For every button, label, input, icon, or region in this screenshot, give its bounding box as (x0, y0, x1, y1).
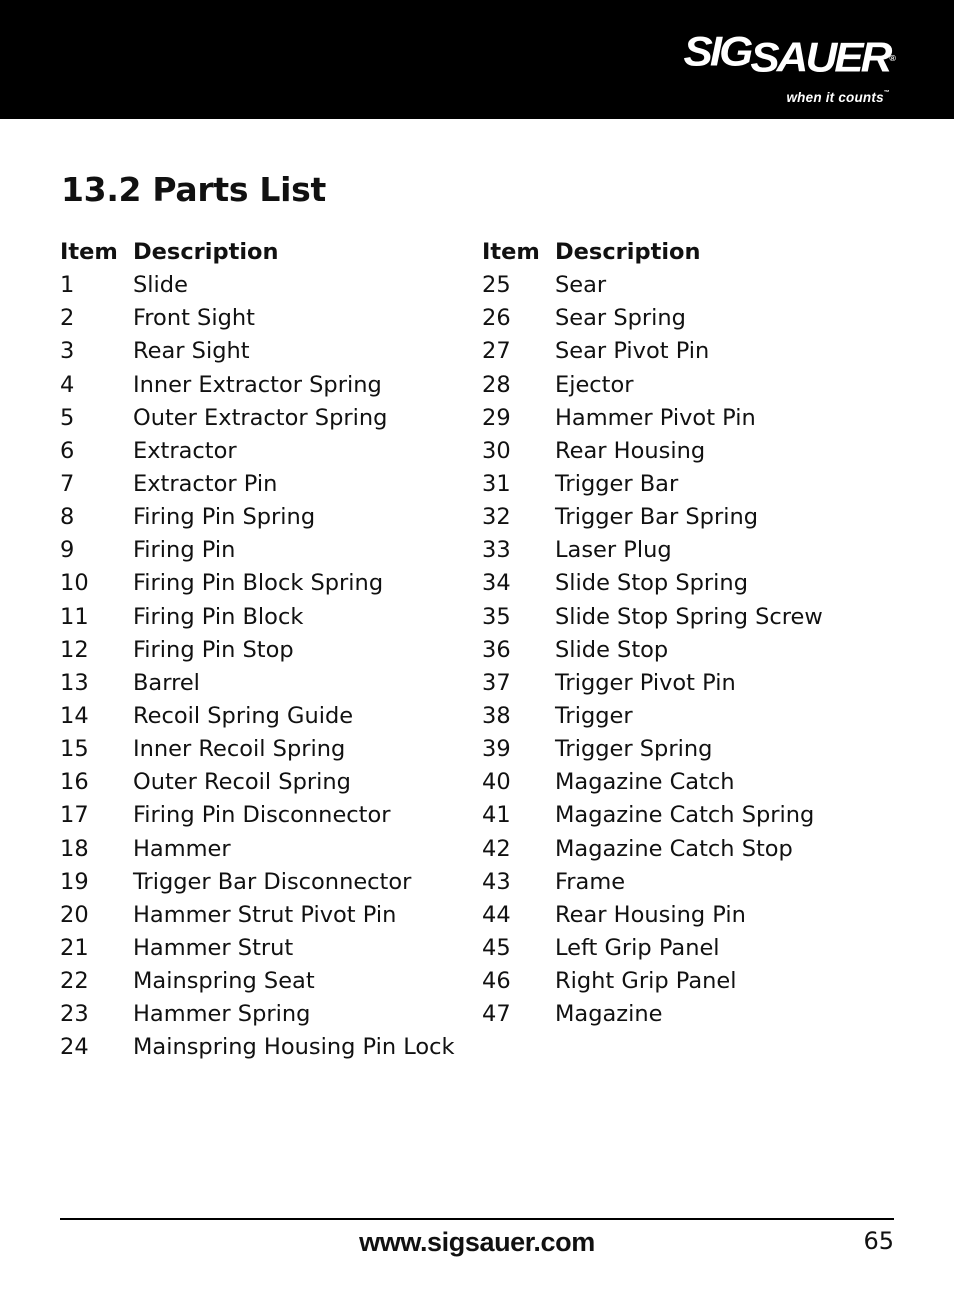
item-number: 15 (60, 736, 89, 763)
item-number: 12 (60, 636, 89, 663)
item-description: Outer Recoil Spring (133, 769, 351, 796)
table-row (60, 369, 455, 402)
item-description: Rear Housing Pin (555, 901, 746, 928)
table-row (482, 866, 823, 899)
page-number: 65 (863, 1227, 894, 1255)
table-row (60, 799, 455, 832)
table-row (60, 700, 455, 733)
table-row (482, 700, 823, 733)
item-number: 24 (60, 1034, 89, 1061)
table-row (482, 269, 823, 302)
sig-sauer-logo (683, 28, 896, 108)
item-description: Trigger Bar (555, 470, 679, 497)
item-number: 42 (482, 835, 511, 862)
item-description: Mainspring Housing Pin Lock (133, 1034, 455, 1061)
logo-wordmark: SIGSAUER® (683, 28, 896, 81)
footer-divider (60, 1218, 894, 1220)
description-header: Description (133, 239, 279, 265)
page-title: 13.2 Parts List (61, 170, 326, 209)
table-row (482, 833, 823, 866)
item-number: 44 (482, 901, 511, 928)
table-row (60, 1031, 455, 1064)
table-row (482, 335, 823, 368)
item-description: Firing Pin Stop (133, 636, 294, 663)
item-description: Firing Pin (133, 537, 236, 564)
item-description: Sear (555, 272, 607, 299)
item-description: Extractor (133, 437, 237, 464)
item-description: Rear Sight (133, 338, 250, 365)
item-description: Barrel (133, 669, 200, 696)
item-number: 29 (482, 404, 511, 431)
item-description: Slide Stop Spring (555, 570, 748, 597)
item-description: Recoil Spring Guide (133, 702, 354, 729)
item-number: 6 (60, 437, 75, 464)
table-row (60, 302, 455, 335)
item-number: 39 (482, 736, 511, 763)
item-description: Hammer Pivot Pin (555, 404, 756, 431)
table-row (482, 369, 823, 402)
item-description: Hammer Strut (133, 934, 294, 961)
item-number: 19 (60, 868, 89, 895)
item-number: 41 (482, 802, 511, 829)
item-description: Firing Pin Block Spring (133, 570, 384, 597)
table-row (60, 733, 455, 766)
item-description: Firing Pin Block (133, 603, 304, 630)
item-description: Trigger Bar Disconnector (133, 868, 412, 895)
item-number: 11 (60, 603, 89, 630)
item-number: 45 (482, 934, 511, 961)
item-header: Item (60, 239, 118, 265)
table-row (482, 501, 823, 534)
parts-column-right (482, 236, 823, 1031)
parts-column-left (60, 236, 455, 1065)
item-number: 17 (60, 802, 89, 829)
item-number: 27 (482, 338, 511, 365)
item-number: 20 (60, 901, 89, 928)
table-row (482, 899, 823, 932)
item-number: 7 (60, 470, 75, 497)
item-description: Ejector (555, 371, 634, 398)
item-number: 22 (60, 968, 89, 995)
description-header: Description (555, 239, 701, 265)
item-number: 38 (482, 702, 511, 729)
item-description: Slide Stop (555, 636, 669, 663)
table-row (482, 302, 823, 335)
item-description: Front Sight (133, 305, 255, 332)
item-number: 36 (482, 636, 511, 663)
item-description: Mainspring Seat (133, 968, 315, 995)
item-number: 16 (60, 769, 89, 796)
item-description: Outer Extractor Spring (133, 404, 388, 431)
item-number: 21 (60, 934, 89, 961)
item-description: Magazine Catch Stop (555, 835, 793, 862)
item-description: Magazine (555, 1001, 663, 1028)
table-row (60, 965, 455, 998)
table-row (60, 468, 455, 501)
table-row (482, 468, 823, 501)
website-url: www.sigsauer.com (359, 1227, 595, 1257)
item-number: 18 (60, 835, 89, 862)
table-row (60, 269, 455, 302)
table-row (60, 932, 455, 965)
table-row (60, 866, 455, 899)
item-description: Inner Recoil Spring (133, 736, 346, 763)
table-row (482, 634, 823, 667)
item-description: Frame (555, 868, 626, 895)
item-number: 8 (60, 504, 75, 531)
item-description: Slide (133, 272, 188, 299)
item-description: Slide Stop Spring Screw (555, 603, 823, 630)
item-description: Hammer (133, 835, 231, 862)
item-description: Hammer Spring (133, 1001, 311, 1028)
table-header-row (60, 236, 455, 269)
table-row (482, 601, 823, 634)
table-header-row (482, 236, 823, 269)
item-number: 43 (482, 868, 511, 895)
table-row (60, 335, 455, 368)
table-row (60, 601, 455, 634)
table-row (60, 402, 455, 435)
table-row (60, 899, 455, 932)
item-number: 31 (482, 470, 511, 497)
logo-tagline: when it counts™ (786, 90, 890, 105)
item-number: 25 (482, 272, 511, 299)
table-row (482, 567, 823, 600)
item-number: 40 (482, 769, 511, 796)
item-description: Trigger Spring (555, 736, 713, 763)
item-description: Right Grip Panel (555, 968, 737, 995)
table-row (482, 932, 823, 965)
item-number: 26 (482, 305, 511, 332)
item-number: 37 (482, 669, 511, 696)
table-row (482, 435, 823, 468)
item-number: 5 (60, 404, 75, 431)
item-number: 9 (60, 537, 75, 564)
table-row (482, 402, 823, 435)
table-row (60, 534, 455, 567)
item-description: Hammer Strut Pivot Pin (133, 901, 397, 928)
table-row (60, 435, 455, 468)
item-number: 28 (482, 371, 511, 398)
item-description: Laser Plug (555, 537, 672, 564)
item-description: Trigger Bar Spring (555, 504, 758, 531)
item-description: Sear Pivot Pin (555, 338, 710, 365)
item-number: 14 (60, 702, 89, 729)
table-row (60, 567, 455, 600)
table-row (60, 766, 455, 799)
header-bar (0, 0, 954, 119)
item-header: Item (482, 239, 540, 265)
item-number: 23 (60, 1001, 89, 1028)
item-description: Extractor Pin (133, 470, 278, 497)
item-number: 32 (482, 504, 511, 531)
item-number: 47 (482, 1001, 511, 1028)
item-description: Left Grip Panel (555, 934, 720, 961)
item-description: Firing Pin Spring (133, 504, 316, 531)
item-number: 4 (60, 371, 75, 398)
table-row (482, 733, 823, 766)
table-row (60, 833, 455, 866)
item-number: 3 (60, 338, 75, 365)
item-number: 1 (60, 272, 75, 299)
item-description: Inner Extractor Spring (133, 371, 382, 398)
table-row (60, 634, 455, 667)
table-row (482, 667, 823, 700)
item-number: 2 (60, 305, 75, 332)
item-description: Trigger Pivot Pin (555, 669, 736, 696)
table-row (60, 501, 455, 534)
table-row (482, 766, 823, 799)
item-number: 34 (482, 570, 511, 597)
item-description: Firing Pin Disconnector (133, 802, 391, 829)
item-description: Rear Housing (555, 437, 706, 464)
item-description: Magazine Catch Spring (555, 802, 815, 829)
table-row (482, 534, 823, 567)
item-number: 35 (482, 603, 511, 630)
item-number: 33 (482, 537, 511, 564)
table-row (482, 965, 823, 998)
item-description: Trigger (555, 702, 633, 729)
table-row (482, 998, 823, 1031)
table-row (482, 799, 823, 832)
item-number: 13 (60, 669, 89, 696)
item-number: 10 (60, 570, 89, 597)
table-row (60, 667, 455, 700)
item-number: 30 (482, 437, 511, 464)
item-description: Sear Spring (555, 305, 686, 332)
item-description: Magazine Catch (555, 769, 735, 796)
item-number: 46 (482, 968, 511, 995)
table-row (60, 998, 455, 1031)
